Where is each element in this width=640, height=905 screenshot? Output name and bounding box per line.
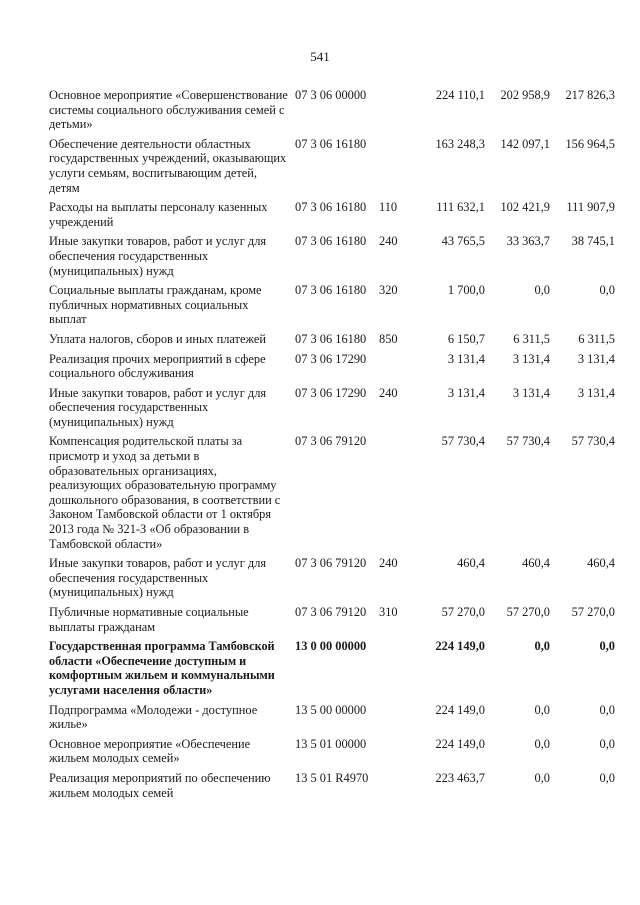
table-row: [49, 234, 615, 283]
row-expense-type-cell: 240: [379, 385, 398, 400]
table-row: [49, 88, 615, 137]
table-row: [49, 352, 615, 386]
row-value-year3-cell: 111 907,9: [566, 200, 615, 215]
row-value-year1-cell: 460,4: [457, 556, 485, 571]
row-value-year2-cell: 0,0: [534, 283, 550, 298]
row-value-year2-cell: 102 421,9: [500, 200, 550, 215]
row-expense-type-cell: [379, 88, 407, 137]
row-value-year3-cell: 3 131,4: [577, 385, 615, 400]
row-value-year2-cell: 3 131,4: [512, 385, 550, 400]
table-row: [49, 737, 615, 771]
table-row: [49, 137, 615, 200]
row-value-year2-cell: 142 097,1: [500, 136, 550, 151]
row-csr-code-cell: 07 3 06 79120: [295, 605, 367, 619]
row-value-year1-cell: 43 765,5: [441, 234, 485, 249]
row-expense-type-cell: 110: [379, 200, 398, 215]
row-value-year3-cell: 38 745,1: [571, 234, 615, 249]
row-expense-type-cell: [379, 737, 407, 771]
row-csr-code-cell: 13 5 01 00000: [295, 736, 367, 751]
table-row: [49, 283, 615, 332]
row-csr-code-cell: 07 3 06 17290: [295, 351, 367, 366]
row-name-cell: Расходы на выплаты персоналу казенных учреждений: [49, 200, 268, 229]
row-value-year3-cell: 3 131,4: [577, 351, 615, 366]
row-value-year3-cell: 0,0: [599, 283, 615, 298]
budget-table-body: [49, 88, 615, 805]
row-value-year2-cell: 0,0: [534, 736, 550, 751]
row-value-year2-cell: 460,4: [522, 556, 550, 571]
budget-table: [49, 88, 615, 805]
row-csr-code-cell: 07 3 06 79120: [295, 556, 367, 571]
row-expense-type-cell: 240: [379, 234, 398, 249]
row-value-year2-cell: 0,0: [534, 639, 550, 654]
row-value-year3-cell: 0,0: [599, 736, 615, 751]
row-value-year3-cell: 0,0: [599, 639, 615, 654]
row-name-cell: Реализация мероприятий по обеспечению жильем молодых семей: [49, 770, 271, 800]
row-value-year2-cell: 33 363,7: [506, 234, 550, 249]
row-value-year2-cell: 3 131,4: [512, 351, 550, 366]
row-name-cell: Подпрограмма «Молодежи - доступное жилье»: [49, 702, 258, 732]
row-expense-type-cell: 310: [379, 605, 398, 619]
row-name-cell: Уплата налогов, сборов и иных платежей: [49, 331, 267, 346]
row-csr-code-cell: 07 3 06 17290: [295, 385, 367, 400]
row-csr-code-cell: 07 3 06 16180: [295, 136, 367, 151]
row-name-cell: Государственная программа Тамбовской области «Обеспечение доступным и комфортным жильем и коммунальными услугами населения области»: [49, 639, 275, 697]
row-value-year3-cell: 6 311,5: [578, 331, 615, 346]
page-number: 541: [310, 49, 330, 64]
row-value-year1-cell: 57 270,0: [441, 605, 485, 619]
row-expense-type-cell: [379, 137, 407, 200]
row-expense-type-cell: [379, 434, 407, 556]
row-name-cell: Обеспечение деятельности областных государственных учреждений, оказывающих услуги семьям, воспитывающим детей, детям: [49, 136, 287, 195]
row-expense-type-cell: [379, 771, 407, 805]
row-csr-code-cell: 07 3 06 16180: [295, 283, 367, 298]
row-value-year3-cell: 460,4: [587, 556, 615, 571]
row-value-year1-cell: 224 149,0: [435, 702, 485, 717]
row-value-year1-cell: 163 248,3: [435, 136, 485, 151]
row-value-year2-cell: 0,0: [534, 702, 550, 717]
row-value-year2-cell: 6 311,5: [513, 331, 550, 346]
row-value-year2-cell: 57 270,0: [506, 605, 550, 619]
row-name-cell: Основное мероприятие «Обеспечение жильем молодых семей»: [49, 736, 251, 766]
row-expense-type-cell: [379, 703, 407, 737]
row-value-year1-cell: 1 700,0: [447, 283, 485, 298]
row-csr-code-cell: 07 3 06 16180: [295, 234, 367, 249]
table-row: [49, 434, 615, 556]
row-csr-code-cell: 07 3 06 16180: [295, 331, 367, 346]
row-name-cell: Иные закупки товаров, работ и услуг для обеспечения государственных (муниципальных) нужд: [49, 234, 267, 278]
row-value-year1-cell: 224 110,1: [435, 88, 485, 102]
row-value-year2-cell: 202 958,9: [500, 88, 550, 102]
row-expense-type-cell: 240: [379, 556, 398, 571]
row-value-year1-cell: 6 150,7: [447, 331, 485, 346]
row-name-cell: Иные закупки товаров, работ и услуг для обеспечения государственных (муниципальных) нужд: [49, 385, 267, 429]
row-value-year1-cell: 3 131,4: [447, 351, 485, 366]
row-value-year1-cell: 57 730,4: [441, 434, 485, 449]
row-csr-code-cell: 07 3 06 79120: [295, 434, 367, 449]
row-value-year3-cell: 0,0: [599, 702, 615, 717]
row-name-cell: Публичные нормативные социальные выплаты гражданам: [49, 605, 249, 634]
table-row: [49, 386, 615, 435]
row-name-cell: Компенсация родительской платы за присмотр и уход за детьми в образовательных организациях, реализующих образовательную программу дошкольного образования, в соответствии с Законом Тамбовской области от 1 октября 2013 года № 321-З «Об образовании в Тамбовской области»: [49, 434, 281, 551]
row-csr-code-cell: 07 3 06 16180: [295, 200, 367, 215]
row-value-year3-cell: 217 826,3: [565, 88, 615, 102]
row-value-year1-cell: 223 463,7: [435, 770, 485, 785]
row-csr-code-cell: 13 5 01 R4970: [295, 770, 369, 785]
row-name-cell: Социальные выплаты гражданам, кроме публичных нормативных социальных выплат: [49, 283, 262, 327]
row-expense-type-cell: 320: [379, 283, 398, 298]
table-row: [49, 556, 615, 605]
table-row: [49, 703, 615, 737]
row-value-year1-cell: 3 131,4: [447, 385, 485, 400]
row-expense-type-cell: [379, 639, 407, 702]
row-csr-code-cell: 07 3 06 00000: [295, 88, 367, 102]
row-csr-code-cell: 13 5 00 00000: [295, 702, 367, 717]
row-expense-type-cell: [379, 352, 407, 386]
row-expense-type-cell: 850: [379, 331, 398, 346]
row-value-year3-cell: 0,0: [599, 770, 615, 785]
table-row: [49, 605, 615, 639]
row-name-cell: Реализация прочих мероприятий в сфере социального обслуживания: [49, 351, 266, 381]
row-value-year3-cell: 156 964,5: [565, 136, 615, 151]
row-name-cell: Иные закупки товаров, работ и услуг для обеспечения государственных (муниципальных) нужд: [49, 556, 267, 600]
table-row: [49, 332, 615, 352]
row-csr-code-cell: 13 0 00 00000: [295, 639, 367, 654]
row-value-year1-cell: 224 149,0: [435, 736, 485, 751]
row-value-year2-cell: 0,0: [534, 770, 550, 785]
row-value-year3-cell: 57 730,4: [571, 434, 615, 449]
row-name-cell: Основное мероприятие «Совершенствование системы социального обслуживания семей с детьми»: [49, 88, 288, 132]
row-value-year2-cell: 57 730,4: [506, 434, 550, 449]
row-value-year3-cell: 57 270,0: [571, 605, 615, 619]
table-row: [49, 639, 615, 702]
row-value-year1-cell: 224 149,0: [435, 639, 485, 654]
row-value-year1-cell: 111 632,1: [436, 200, 485, 215]
table-row: [49, 771, 615, 805]
table-row: [49, 200, 615, 234]
